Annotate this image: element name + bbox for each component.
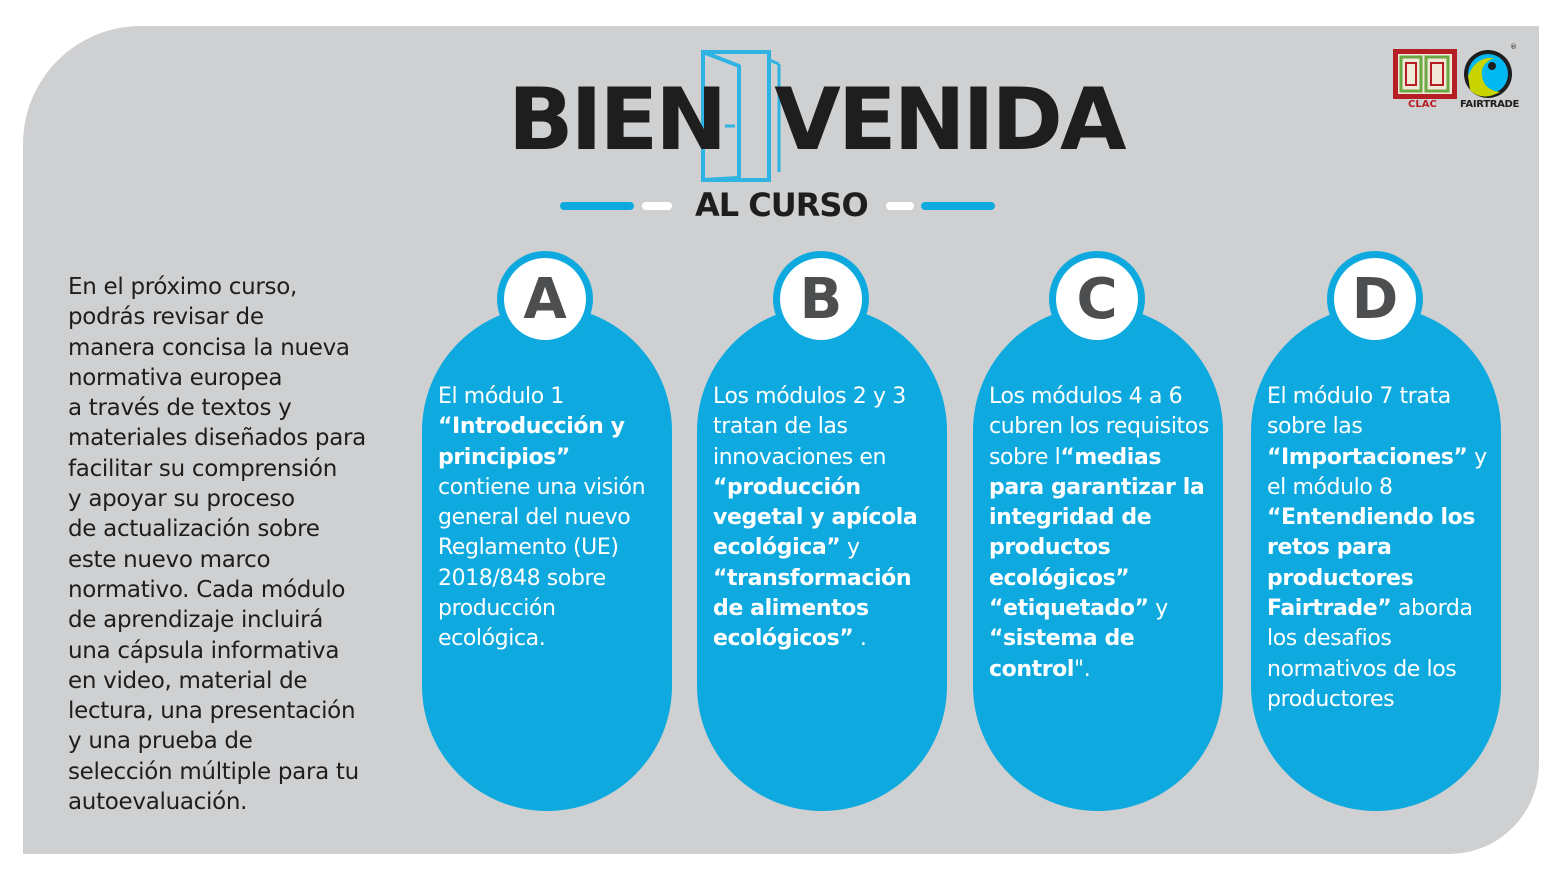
badge-d xyxy=(1327,251,1423,347)
page-subtitle: AL CURSO xyxy=(695,186,868,224)
badge-c xyxy=(1049,251,1145,347)
intro-paragraph: En el próximo curso, podrás revisar de manera concisa la nueva normativa europea a través de textos y materiales diseñados para facilitar su comprensión y apoyar su proceso de actualización sobre este nuevo marco normativo. Cada módulo de aprendizaje incluirá una cápsula informativa en video, material de lectura, una presentación y una prueba de selección múltiple para tu autoevaluación. xyxy=(68,274,366,816)
badge-letter: C xyxy=(1056,258,1138,340)
badge-a xyxy=(497,251,593,347)
page-title xyxy=(508,70,1124,170)
badge-b xyxy=(773,251,869,347)
module-card-c xyxy=(973,306,1223,811)
registered-mark: ® xyxy=(1510,43,1517,51)
badge-letter: B xyxy=(780,258,862,340)
badge-letter: A xyxy=(504,258,586,340)
decor-dash xyxy=(642,202,672,210)
fairtrade-logo xyxy=(1464,50,1512,98)
badge-letter: D xyxy=(1334,258,1416,340)
title-part-2: VENIDA xyxy=(774,70,1124,170)
decor-dash xyxy=(560,202,634,210)
decor-dash xyxy=(886,202,914,210)
module-card-a xyxy=(422,306,672,811)
fairtrade-label: FAIRTRADE xyxy=(1460,99,1520,110)
module-card-b xyxy=(697,306,947,811)
clac-logo xyxy=(1393,49,1457,99)
title-part-1: BIEN xyxy=(508,70,725,170)
card-b-text: Los módulos 2 y 3 tratan de las innovaciones en “producción vegetal y apícola ecológica” y “transformación de alimentos ecológicos” . xyxy=(713,384,918,652)
clac-label: CLAC xyxy=(1408,99,1437,110)
decor-dash xyxy=(921,202,995,210)
card-d-text: El módulo 7 trata sobre las “Importaciones” y el módulo 8 “Entendiendo los retos para productores Fairtrade” aborda los desafios normativos de los productores xyxy=(1267,384,1487,712)
module-card-d xyxy=(1251,306,1501,811)
card-c-text: Los módulos 4 a 6 cubren los requisitos sobre l“medias para garantizar la integridad de productos ecológicos” “etiquetado” y “sistema de control". xyxy=(989,384,1209,682)
card-a-text: El módulo 1 “Introducción y principios” contiene una visión general del nuevo Reglamento (UE) 2018/848 sobre producción ecológica. xyxy=(438,384,646,652)
